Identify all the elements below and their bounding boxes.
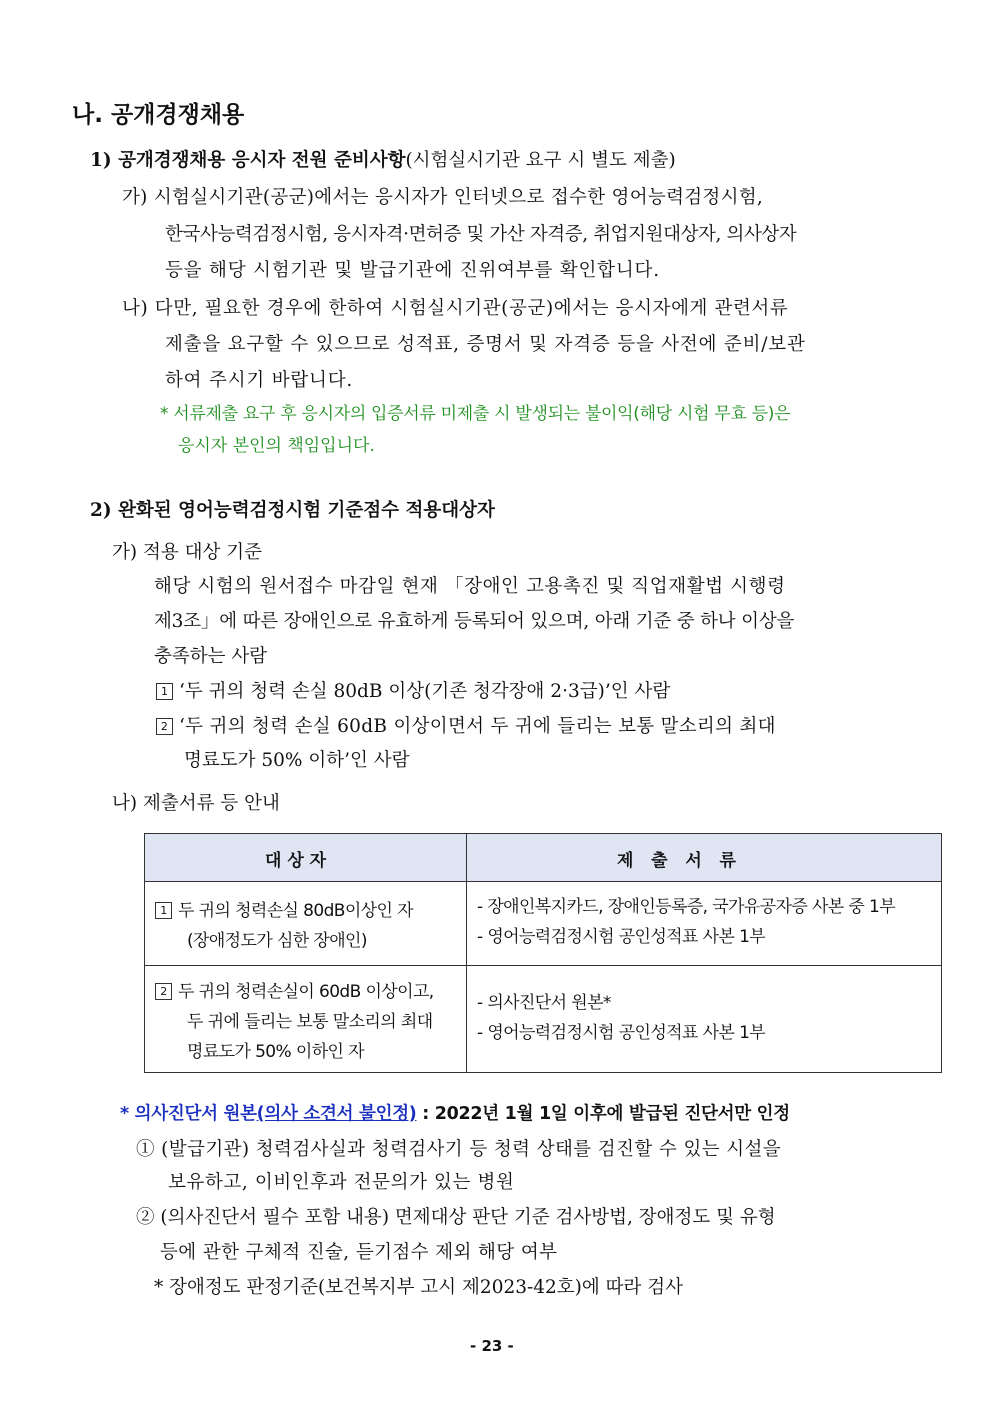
row2-doc-1: - 의사진단서 원본* (477, 993, 611, 1013)
section-title: 나. 공개경쟁채용 (72, 102, 245, 128)
note-item2-line-2: 등에 관한 구체적 진술, 듣기점수 제외 해당 여부 (160, 1242, 558, 1263)
header-target: 대 상 자 (265, 851, 327, 871)
s1-ga-line-2: 한국사능력검정시험, 응시자격·면허증 및 가산 자격증, 취업지원대상자, 의사상자 (165, 224, 797, 245)
green-note-line-1: * 서류제출 요구 후 응시자의 입증서류 미제출 시 발생되는 불이익(해당 시험 무효 등)은 (160, 404, 791, 424)
medical-note-rest: : 2022년 1월 1일 이후에 발급된 진단서만 인정 (416, 1104, 790, 1124)
header-documents: 제 출 서 류 (617, 851, 736, 871)
s1-heading-bold: 1) 공개경쟁채용 응시자 전원 준비사항 (90, 150, 406, 171)
criterion-1-text: ‘두 귀의 청력 손실 80dB 이상(기존 청각장애 2·3급)’인 사람 (179, 681, 671, 702)
criterion-2-text-2: 명료도가 50% 이하’인 사람 (184, 750, 410, 771)
note-item1-line-1: ① (발급기관) 청력검사실과 청력검사기 등 청력 상태를 검진할 수 있는 시설을 (136, 1139, 782, 1160)
row1-target-line-1: 두 귀의 청력손실 80dB이상인 자 (178, 901, 413, 921)
row1-doc-1: - 장애인복지카드, 장애인등록증, 국가유공자증 사본 중 1부 (477, 897, 896, 917)
row2-documents (477, 988, 765, 1048)
note-item2-line-1: ② (의사진단서 필수 포함 내용) 면제대상 판단 기준 검사방법, 장애정도 및 유형 (136, 1207, 776, 1228)
row1-target (155, 896, 413, 956)
s1-na-line-3: 하여 주시기 바랍니다. (165, 370, 354, 391)
row2-number: 2 (155, 983, 172, 1000)
criterion-1-number: 1 (156, 683, 173, 700)
row2-doc-2: - 영어능력검정시험 공인성적표 사본 1부 (477, 1023, 766, 1043)
row1-documents (477, 892, 895, 952)
page-number: - 23 - (470, 1337, 514, 1355)
s1-heading (90, 146, 676, 172)
criterion-2 (156, 712, 776, 738)
medical-note-heading (120, 1100, 790, 1125)
medical-note-underlined: (의사 소견서 불인정) (256, 1104, 417, 1124)
row1-number: 1 (155, 902, 172, 919)
criterion-1 (156, 677, 670, 703)
row2-target (155, 977, 434, 1067)
s1-na-line-1: 나) 다만, 필요한 경우에 한하여 시험실시기관(공군)에서는 응시자에게 관련서류 (122, 298, 789, 319)
s1-heading-rest: (시험실시기관 요구 시 별도 제출) (405, 150, 676, 171)
s2-ga-line-1: 해당 시험의 원서접수 마감일 현재 「장애인 고용촉진 및 직업재활법 시행령 (154, 576, 786, 597)
s2-ga-line-3: 충족하는 사람 (154, 646, 268, 667)
table-column-divider (466, 834, 467, 1072)
s2-ga-line-2: 제3조」에 따른 장애인으로 유효하게 등록되어 있으며, 아래 기준 중 하나 이상을 (154, 611, 795, 632)
s1-na-line-2: 제출을 요구할 수 있으므로 성적표, 증명서 및 자격증 등을 사전에 준비/보관 (165, 334, 806, 355)
s1-ga-line-1: 가) 시험실시기관(공군)에서는 응시자가 인터넷으로 접수한 영어능력검정시험, (122, 187, 764, 208)
green-note-line-2: 응시자 본인의 책임입니다. (178, 436, 375, 456)
s2-heading: 2) 완화된 영어능력검정시험 기준점수 적용대상자 (90, 500, 495, 521)
documents-table (144, 833, 942, 1073)
row1-doc-2: - 영어능력검정시험 공인성적표 사본 1부 (477, 927, 766, 947)
row1-target-line-2: (장애정도가 심한 장애인) (187, 931, 367, 951)
s2-na-title: 나) 제출서류 등 안내 (112, 793, 280, 814)
s2-ga-title: 가) 적용 대상 기준 (112, 542, 262, 563)
row2-target-line-3: 명료도가 50% 이하인 자 (187, 1042, 364, 1062)
medical-note-star: * 의사진단서 원본 (120, 1104, 257, 1124)
criterion-2-text-1: ‘두 귀의 청력 손실 60dB 이상이면서 두 귀에 들리는 보통 말소리의 최대 (179, 716, 776, 737)
note-sub: * 장애정도 판정기준(보건복지부 고시 제2023-42호)에 따라 검사 (154, 1277, 684, 1298)
row2-target-line-2: 두 귀에 들리는 보통 말소리의 최대 (187, 1012, 433, 1032)
table-row-divider (145, 965, 941, 966)
criterion-2-number: 2 (156, 718, 173, 735)
note-item1-line-2: 보유하고, 이비인후과 전문의가 있는 병원 (168, 1172, 515, 1193)
row2-target-line-1: 두 귀의 청력손실이 60dB 이상이고, (178, 982, 434, 1002)
s1-ga-line-3: 등을 해당 시험기관 및 발급기관에 진위여부를 확인합니다. (165, 260, 660, 281)
